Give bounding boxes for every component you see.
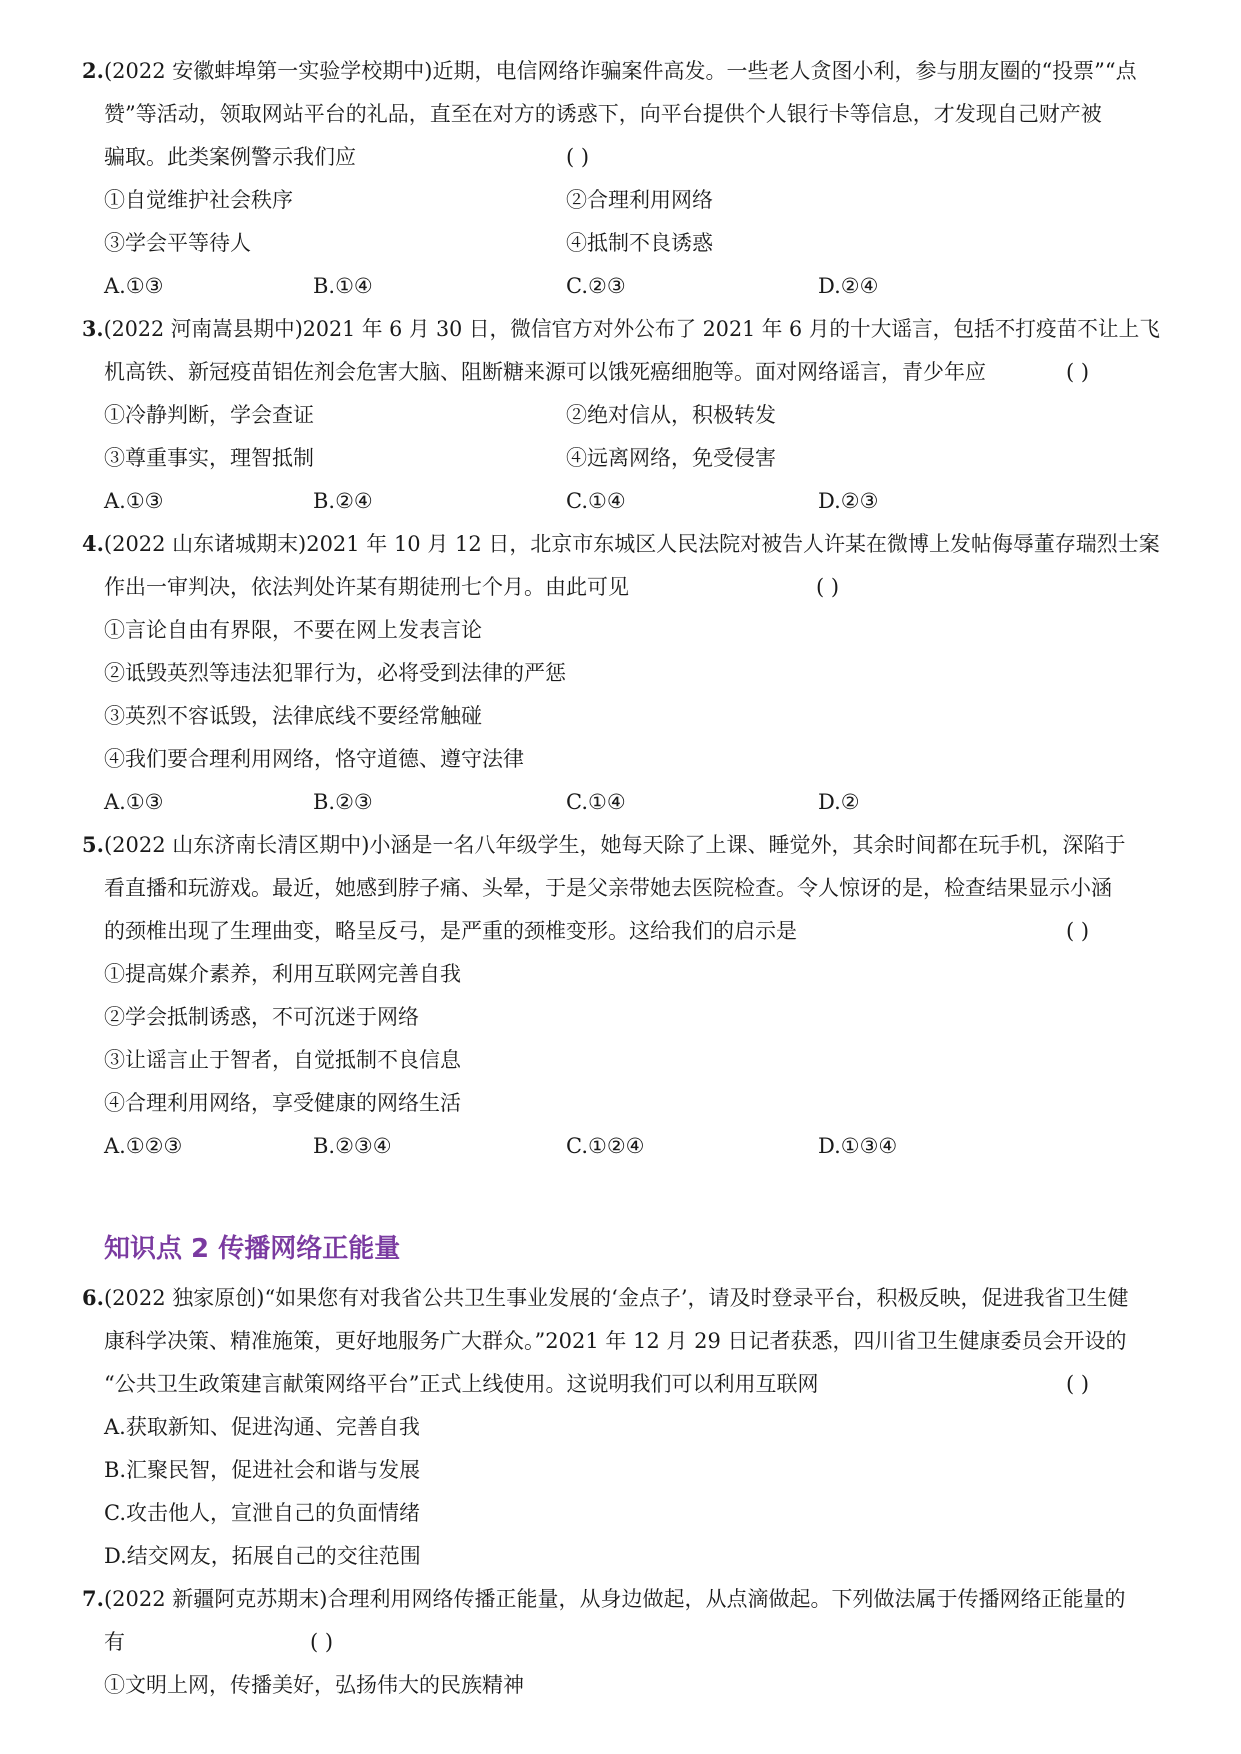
choice-c: C.①②④ — [566, 1134, 645, 1158]
question-number: 3. — [82, 316, 104, 341]
answer-blank: ( ) — [310, 1630, 334, 1654]
question-7-line-2: 有 — [104, 1630, 125, 1654]
choice-c: C.攻击他人，宣泄自己的负面情绪 — [104, 1501, 420, 1525]
question-5-line-2: 看直播和玩游戏。最近，她感到脖子痛、头晕，于是父亲带她去医院检查。令人惊讶的是，检查结果显示小涵 — [104, 876, 1112, 900]
choice-b: B.①④ — [313, 274, 373, 298]
answer-blank: ( ) — [1066, 919, 1090, 943]
choice-b: B.②④ — [313, 489, 373, 513]
choice-c: C.①④ — [566, 790, 626, 814]
choice-d: D.②④ — [818, 274, 879, 298]
answer-blank: ( ) — [566, 145, 590, 169]
option-4: ④合理利用网络，享受健康的网络生活 — [104, 1091, 461, 1115]
answer-blank: ( ) — [1066, 360, 1090, 384]
question-number: 2. — [82, 58, 104, 83]
question-3-line-2: 机高铁、新冠疫苗铝佐剂会危害大脑、阻断糖来源可以饿死癌细胞等。面对网络谣言，青少年应 — [104, 360, 986, 384]
question-6-line-2: 康科学决策、精准施策，更好地服务广大群众。”2021 年 12 月 29 日记者获悉，四川省卫生健康委员会开设的 — [104, 1329, 1127, 1353]
question-number: 7. — [82, 1586, 104, 1611]
question-number: 5. — [82, 832, 104, 857]
option-3: ③英烈不容诋毁，法律底线不要经常触碰 — [104, 704, 482, 728]
choice-d: D.② — [818, 790, 860, 814]
choice-a: A.获取新知、促进沟通、完善自我 — [104, 1415, 420, 1439]
option-4: ④远离网络，免受侵害 — [566, 446, 776, 470]
choice-b: B.汇聚民智，促进社会和谐与发展 — [104, 1458, 421, 1482]
option-1: ①言论自由有界限，不要在网上发表言论 — [104, 618, 482, 642]
option-2: ②诋毁英烈等违法犯罪行为，必将受到法律的严惩 — [104, 661, 566, 685]
question-7-line-1: 7.(2022 新疆阿克苏期末)合理利用网络传播正能量，从身边做起，从点滴做起。下列做法属于传播网络正能量的 — [82, 1586, 1126, 1611]
choice-d: D.②③ — [818, 489, 879, 513]
question-3-line-1: 3.(2022 河南嵩县期中)2021 年 6 月 30 日，微信官方对外公布了 2021 年 6 月的十大谣言，包括不打疫苗不让上飞 — [82, 316, 1160, 341]
option-4: ④我们要合理利用网络，恪守道德、遵守法律 — [104, 747, 524, 771]
question-6-line-1: 6.(2022 独家原创)“如果您有对我省公共卫生事业发展的‘金点子’，请及时登录平台，积极反映，促进我省卫生健 — [82, 1285, 1129, 1310]
option-3: ③尊重事实，理智抵制 — [104, 446, 314, 470]
answer-blank: ( ) — [816, 575, 840, 599]
choice-d: D.①③④ — [818, 1134, 898, 1158]
choice-a: A.①③ — [104, 489, 164, 513]
question-number: 4. — [82, 531, 104, 556]
choice-a: A.①②③ — [104, 1134, 183, 1158]
choice-b: B.②③ — [313, 790, 373, 814]
option-1: ①冷静判断，学会查证 — [104, 403, 314, 427]
option-2: ②合理利用网络 — [566, 188, 713, 212]
question-2-line-3: 骗取。此类案例警示我们应 — [104, 145, 356, 169]
option-1: ①提高媒介素养，利用互联网完善自我 — [104, 962, 461, 986]
question-4-line-1: 4.(2022 山东诸城期末)2021 年 10 月 12 日，北京市东城区人民法院对被告人许某在微博上发帖侮辱董存瑞烈士案 — [82, 531, 1160, 556]
choice-a: A.①③ — [104, 790, 164, 814]
question-5-line-1: 5.(2022 山东济南长清区期中)小涵是一名八年级学生，她每天除了上课、睡觉外，其余时间都在玩手机，深陷于 — [82, 832, 1126, 857]
option-3: ③让谣言止于智者，自觉抵制不良信息 — [104, 1048, 461, 1072]
option-2: ②学会抵制诱惑，不可沉迷于网络 — [104, 1005, 419, 1029]
question-4-line-2: 作出一审判决，依法判处许某有期徒刑七个月。由此可见 — [104, 575, 629, 599]
question-6-line-3: “公共卫生政策建言献策网络平台”正式上线使用。这说明我们可以利用互联网 — [104, 1372, 819, 1396]
option-3: ③学会平等待人 — [104, 231, 251, 255]
choice-b: B.②③④ — [313, 1134, 392, 1158]
section-heading: 知识点 2 传播网络正能量 — [104, 1234, 401, 1264]
option-1: ①文明上网，传播美好，弘扬伟大的民族精神 — [104, 1673, 524, 1697]
choice-c: C.②③ — [566, 274, 626, 298]
option-4: ④抵制不良诱惑 — [566, 231, 713, 255]
question-5-line-3: 的颈椎出现了生理曲变，略呈反弓，是严重的颈椎变形。这给我们的启示是 — [104, 919, 797, 943]
option-2: ②绝对信从，积极转发 — [566, 403, 776, 427]
option-1: ①自觉维护社会秩序 — [104, 188, 293, 212]
question-2-line-2: 赞”等活动，领取网站平台的礼品，直至在对方的诱惑下，向平台提供个人银行卡等信息，才发现自己财产被 — [104, 102, 1102, 126]
question-2-line-1: 2.(2022 安徽蚌埠第一实验学校期中)近期，电信网络诈骗案件高发。一些老人贪图小利，参与朋友圈的“投票”“点 — [82, 58, 1137, 83]
question-number: 6. — [82, 1285, 104, 1310]
answer-blank: ( ) — [1066, 1372, 1090, 1396]
choice-d: D.结交网友，拓展自己的交往范围 — [104, 1544, 421, 1568]
choice-c: C.①④ — [566, 489, 626, 513]
choice-a: A.①③ — [104, 274, 164, 298]
